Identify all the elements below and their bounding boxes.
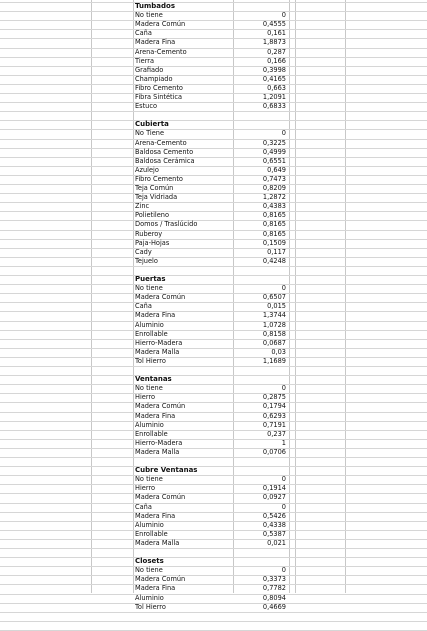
material-value: 0,8158	[262, 329, 286, 338]
material-name: Arena-Cemento	[135, 47, 187, 56]
material-value: 0,6833	[262, 102, 286, 111]
row-gridline	[0, 612, 427, 613]
material-name: Fibro Cemento	[135, 83, 183, 92]
material-value: 0	[281, 284, 286, 293]
material-value: 0,4248	[262, 256, 286, 265]
material-name: Caña	[135, 502, 152, 511]
material-value: 0,6551	[262, 156, 286, 165]
material-value: 0,8165	[262, 229, 286, 238]
row-gridline	[0, 621, 427, 622]
material-name: Hierro-Madera	[135, 338, 183, 347]
row-gridline	[0, 111, 427, 112]
material-name: No Tiene	[135, 129, 165, 138]
material-value: 1,1689	[262, 356, 286, 365]
material-name: Arena-Cemento	[135, 138, 187, 147]
material-name: Madera Común	[135, 293, 186, 302]
material-name: Madera Fina	[135, 511, 176, 520]
column-gridline	[133, 0, 134, 593]
material-name: Hierro	[135, 484, 156, 493]
material-name: Tierra	[135, 56, 155, 65]
material-value: 0,3998	[262, 65, 286, 74]
material-value: 0,7782	[262, 584, 286, 593]
column-gridline	[233, 0, 234, 593]
row-gridline	[0, 366, 427, 367]
material-name: Estuco	[135, 102, 158, 111]
material-name: Cady	[135, 247, 152, 256]
material-name: Teja Vidriada	[135, 193, 178, 202]
material-value: 1	[281, 438, 286, 447]
material-value: 0,5426	[262, 511, 286, 520]
section-title: Ventanas	[135, 375, 172, 384]
material-name: Enrollable	[135, 329, 168, 338]
column-gridline	[289, 0, 290, 593]
material-name: Madera Común	[135, 20, 186, 29]
material-name: Zinc	[135, 202, 150, 211]
material-name: Madera Común	[135, 493, 186, 502]
material-name: Madera Común	[135, 575, 186, 584]
material-name: Tol Hierro	[135, 356, 166, 365]
material-name: Teja Común	[135, 184, 174, 192]
section-title: Cubierta	[135, 120, 169, 129]
material-value: 0,8094	[262, 593, 286, 602]
material-value: 0	[281, 384, 286, 393]
material-value: 0,4338	[262, 520, 286, 529]
material-name: Ruberoy	[135, 229, 163, 238]
section-title: Puertas	[135, 275, 166, 283]
material-value: 0,6507	[262, 293, 286, 302]
material-value: 0,3225	[262, 138, 286, 147]
row-gridline	[0, 548, 427, 549]
material-value: 0	[281, 129, 286, 138]
material-value: 0,663	[267, 83, 286, 92]
row-gridline	[0, 266, 427, 267]
material-value: 0,287	[267, 47, 286, 56]
material-value: 0,4555	[262, 20, 286, 29]
material-value: 0	[281, 566, 286, 575]
material-value: 0	[281, 475, 286, 484]
material-value: 0,03	[271, 347, 286, 356]
row-gridline	[0, 457, 427, 458]
material-value: 1,2872	[262, 193, 286, 202]
material-name: Champiado	[135, 74, 173, 83]
material-value: 1,0728	[262, 320, 286, 329]
material-name: No tiene	[135, 475, 163, 484]
material-value: 1,8873	[262, 38, 286, 47]
material-name: Caña	[135, 302, 152, 311]
column-gridline	[91, 0, 92, 593]
section-title: Tumbados	[135, 2, 176, 10]
material-name: Polietileno	[135, 211, 170, 220]
material-name: Domos / Traslúcido	[135, 220, 198, 229]
material-value: 0,1914	[262, 484, 286, 493]
material-name: No tiene	[135, 284, 163, 293]
material-name: Madera Malla	[135, 538, 180, 547]
material-name: Aluminio	[135, 593, 164, 602]
material-name: Madera Malla	[135, 447, 180, 456]
material-name: Caña	[135, 29, 152, 38]
material-value: 0,166	[267, 56, 286, 65]
material-name: Hierro	[135, 393, 156, 402]
material-value: 0,161	[267, 29, 286, 38]
material-name: No tiene	[135, 566, 163, 575]
material-name: Aluminio	[135, 520, 164, 529]
material-name: Baldosa Cerámica	[135, 156, 195, 165]
column-gridline	[295, 0, 296, 593]
material-value: 0,7191	[262, 420, 286, 429]
material-value: 0,4669	[262, 602, 286, 611]
material-value: 0,8165	[262, 211, 286, 220]
material-name: Fibra Sintética	[135, 93, 183, 101]
material-value: 0,8165	[262, 220, 286, 229]
material-value: 0,3373	[262, 575, 286, 584]
material-value: 0,021	[267, 538, 286, 547]
material-name: Madera Fina	[135, 584, 176, 593]
material-name: Aluminio	[135, 420, 164, 429]
material-name: Fibro Cemento	[135, 174, 183, 183]
material-value: 0	[281, 502, 286, 511]
material-name: Paja-Hojas	[135, 238, 170, 247]
material-name: Madera Fina	[135, 311, 176, 320]
material-value: 0,237	[267, 429, 286, 438]
material-name: Madera Fina	[135, 411, 176, 420]
material-value: 1,3744	[262, 311, 286, 320]
material-value: 0,649	[267, 165, 286, 174]
material-name: Aluminio	[135, 320, 164, 329]
material-value: 0,2875	[262, 393, 286, 402]
material-value: 0,0687	[262, 338, 286, 347]
material-name: Hierro-Madera	[135, 438, 183, 447]
material-value: 0,8209	[262, 184, 286, 192]
section-title: Closets	[135, 557, 164, 566]
material-name: Grafiado	[135, 65, 164, 74]
material-value: 0,1509	[262, 238, 286, 247]
material-value: 1,2091	[262, 93, 286, 101]
material-name: Tejuelo	[135, 256, 158, 265]
section-title: Cubre Ventanas	[135, 466, 198, 475]
material-name: Enrollable	[135, 429, 168, 438]
material-value: 0,0706	[262, 447, 286, 456]
material-value: 0,0927	[262, 493, 286, 502]
material-name: Tol Hierro	[135, 602, 166, 611]
material-value: 0,6293	[262, 411, 286, 420]
material-name: No tiene	[135, 384, 163, 393]
material-name: Baldosa Cemento	[135, 147, 194, 156]
material-value: 0,4165	[262, 74, 286, 83]
material-value: 0,5387	[262, 529, 286, 538]
material-value: 0,7473	[262, 174, 286, 183]
material-name: Madera Común	[135, 402, 186, 411]
material-value: 0	[281, 11, 286, 20]
material-value: 0,4999	[262, 147, 286, 156]
material-name: Madera Malla	[135, 347, 180, 356]
column-gridline	[345, 0, 346, 593]
material-value: 0,1794	[262, 402, 286, 411]
material-value: 0,117	[267, 247, 286, 256]
material-name: Madera Fina	[135, 38, 176, 47]
material-name: Azulejo	[135, 165, 159, 174]
material-value: 0,4383	[262, 202, 286, 211]
material-name: No tiene	[135, 11, 163, 20]
material-value: 0,015	[267, 302, 286, 311]
material-name: Enrollable	[135, 529, 168, 538]
